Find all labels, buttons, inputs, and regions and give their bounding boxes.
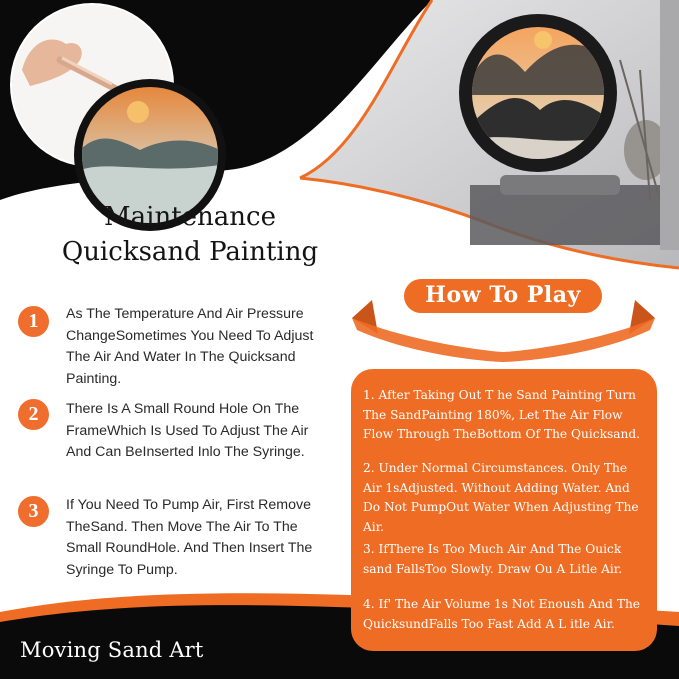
- how-to-play-item-1: 1. After Taking Out T he Sand Painting Turn The SandPainting 180%, Let The Air Flow Flow Through TheBottom Of The Quicksand.: [363, 388, 640, 442]
- how-to-play-item-3: 3. IfThere Is Too Much Air And The Ouick sand FallsToo Slowly. Draw Ou A Litle Air.: [363, 542, 623, 576]
- step-3-text: If You Need To Pump Air, First Remove TheSand. Then Move The Air To The Small RoundHole. And Then Insert The Syringe To Pump.: [66, 497, 313, 578]
- step-2-number-badge: 2: [18, 399, 49, 430]
- step-2-text: There Is A Small Round Hole On The FrameWhich Is Used To Adjust The Air And Can BeInserted Inlo The Syringe.: [66, 401, 309, 460]
- title-line-1: Maintenance: [104, 202, 276, 232]
- footer-brand: Moving Sand Art: [20, 638, 204, 662]
- page-title: [40, 200, 340, 270]
- step-1-number-badge: 1: [18, 306, 49, 337]
- title-line-2: Quicksand Painting: [61, 237, 319, 267]
- how-to-play-item-4: 4. If' The Air Volume 1s Not Enoush And The QuicksundFalls Too Fast Add A L itle Air.: [363, 597, 641, 631]
- how-to-play-label: How To Play: [425, 282, 581, 308]
- step-3-number-badge: 3: [18, 496, 49, 527]
- step-1-text: As The Temperature And Air Pressure ChangeSometimes You Need To Adjust The Air And Water In The Quicksand Painting.: [66, 306, 314, 387]
- how-to-play-item-2: 2. Under Normal Circumstances. Only The Air 1sAdjusted. Without Adding Water. And Do Not PumpOut Water When Adjusting The Air.: [363, 461, 639, 534]
